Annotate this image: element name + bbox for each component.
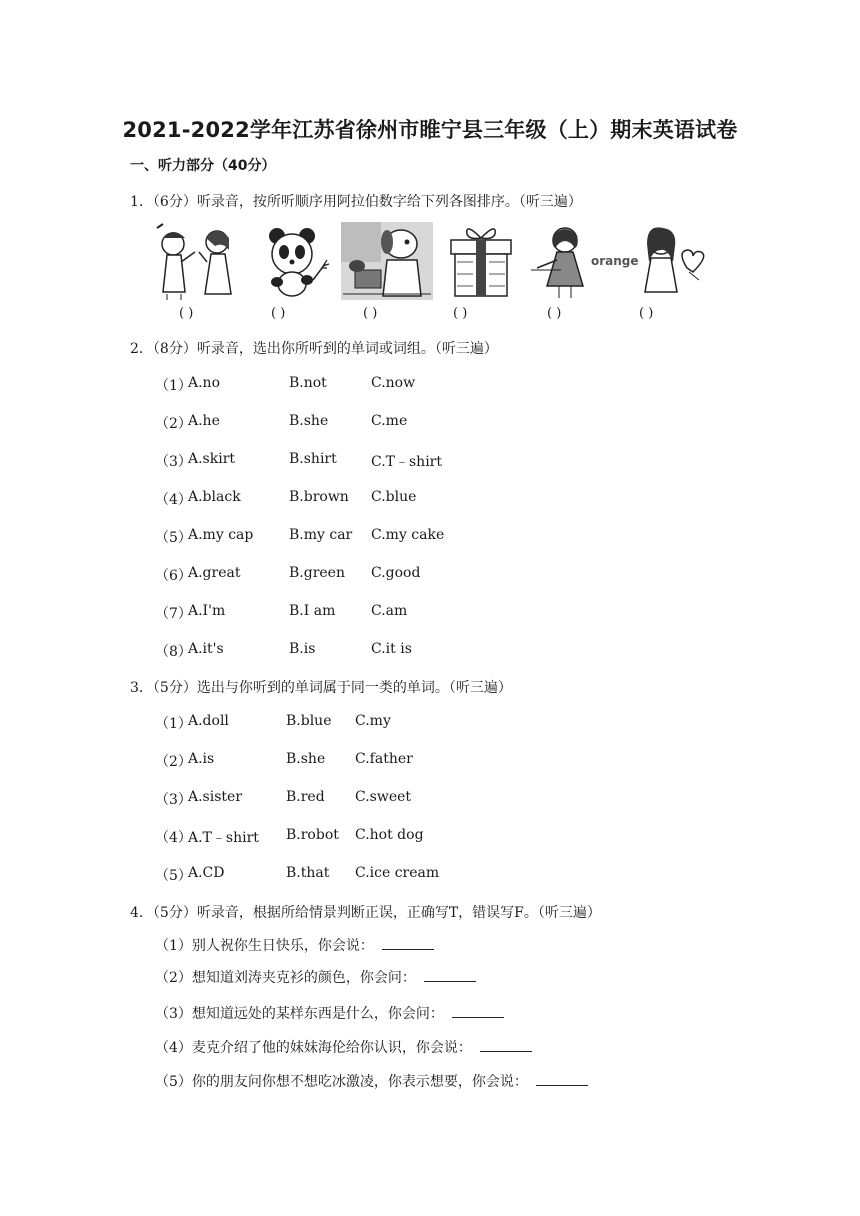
- q2-item-4-option-b: B.brown: [289, 489, 349, 505]
- q2-item-7-option-a: A.I'm: [188, 603, 226, 619]
- q2-item-3-option-a: A.skirt: [188, 451, 236, 467]
- q3-item-3-option-a: A.sister: [188, 789, 243, 805]
- q3-item-4-option-c: C.hot dog: [355, 827, 424, 843]
- q2-item-2-number: （2）: [155, 416, 192, 432]
- q4-item-2-text: （2）想知道刘涛夹克衫的颜色，你会问：: [155, 970, 416, 986]
- q4-item-4: [155, 1037, 532, 1057]
- q2-item-2-option-b: B.she: [289, 413, 329, 429]
- q2-item-1-option-c: C.now: [371, 375, 416, 391]
- q3-item-5-number: （5）: [155, 868, 192, 884]
- question-1-stem: 1．（6分）听录音，按所听顺序用阿拉伯数字给下列各图排序。（听三遍）: [130, 194, 582, 210]
- q3-item-4-number: （4）: [155, 830, 192, 846]
- page-title: 2021-2022学年江苏省徐州市睢宁县三年级（上）期末英语试卷: [122, 118, 738, 142]
- q3-item-2-option-b: B.she: [286, 751, 326, 767]
- girl-with-heart-balloon-icon: [637, 222, 709, 300]
- q2-item-1-option-a: A.no: [188, 375, 221, 391]
- dog-with-gift-icon: [341, 222, 433, 300]
- picture-2-answer-parens: ( ): [271, 306, 286, 321]
- q4-item-1-text: （1）别人祝你生日快乐，你会说：: [155, 938, 374, 954]
- q2-item-5-number: （5）: [155, 530, 192, 546]
- q2-item-5-option-c: C.my cake: [371, 527, 445, 543]
- q4-item-5-text: （5）你的朋友问你想不想吃冰激凌，你表示想要，你会说：: [155, 1074, 528, 1090]
- q4-item-3-answer-blank[interactable]: [452, 1003, 504, 1018]
- two-people-greeting-icon: [155, 222, 245, 300]
- q2-item-2-option-a: A.he: [188, 413, 220, 429]
- q3-item-2-number: （2）: [155, 754, 192, 770]
- q4-item-1-answer-blank[interactable]: [382, 935, 434, 950]
- q4-item-2-answer-blank[interactable]: [424, 967, 476, 982]
- section-heading-listening: 一、听力部分（40分）: [130, 158, 276, 174]
- q3-item-4-option-b: B.robot: [286, 827, 339, 843]
- q2-item-4-number: （4）: [155, 492, 192, 508]
- q4-item-5-answer-blank[interactable]: [536, 1071, 588, 1086]
- q2-item-7-option-b: B.I am: [289, 603, 336, 619]
- q2-item-3-option-b: B.shirt: [289, 451, 337, 467]
- q2-item-1-option-b: B.not: [289, 375, 327, 391]
- q4-item-3: [155, 1003, 504, 1023]
- q4-item-3-text: （3）想知道远处的某样东西是什么，你会问：: [155, 1006, 444, 1022]
- q3-item-4-option-a: A.T﹣shirt: [188, 830, 259, 846]
- q2-item-7-number: （7）: [155, 606, 192, 622]
- q2-item-3-number: （3）: [155, 454, 192, 470]
- q2-item-5-option-b: B.my car: [289, 527, 353, 543]
- q2-item-4-option-a: A.black: [188, 489, 241, 505]
- picture-6-answer-parens: ( ): [639, 306, 654, 321]
- q2-item-2-option-c: C.me: [371, 413, 408, 429]
- orange-label: orange: [591, 254, 639, 268]
- q3-item-3-option-c: C.sweet: [355, 789, 412, 805]
- q4-item-2: [155, 967, 476, 987]
- picture-5-answer-parens: ( ): [547, 306, 562, 321]
- picture-1-answer-parens: ( ): [179, 306, 194, 321]
- picture-3-answer-parens: ( ): [363, 306, 378, 321]
- q3-item-5-option-b: B.that: [286, 865, 330, 881]
- question-3-stem: 3．（5分）选出与你听到的单词属于同一类的单词。（听三遍）: [130, 680, 512, 696]
- gift-box-icon: [443, 222, 519, 300]
- q2-item-5-option-a: A.my cap: [188, 527, 254, 543]
- q2-item-6-option-a: A.great: [188, 565, 241, 581]
- q3-item-1-option-c: C.my: [355, 713, 391, 729]
- q2-item-6-option-c: C.good: [371, 565, 421, 581]
- q2-item-3-option-c: C.T﹣shirt: [371, 454, 442, 470]
- question-2-stem: 2．（8分）听录音，选出你所听到的单词或词组。（听三遍）: [130, 341, 498, 357]
- picture-4-answer-parens: ( ): [453, 306, 468, 321]
- q4-item-4-text: （4）麦克介绍了他的妹妹海伦给你认识，你会说：: [155, 1040, 472, 1056]
- q2-item-8-option-b: B.is: [289, 641, 316, 657]
- panda-icon: [255, 222, 335, 300]
- q3-item-5-option-a: A.CD: [188, 865, 225, 881]
- q2-item-6-option-b: B.green: [289, 565, 345, 581]
- q2-item-6-number: （6）: [155, 568, 192, 584]
- q3-item-1-option-a: A.doll: [188, 713, 229, 729]
- question-1-pictures: [155, 222, 707, 322]
- q3-item-1-option-b: B.blue: [286, 713, 332, 729]
- q4-item-4-answer-blank[interactable]: [480, 1037, 532, 1052]
- q2-item-8-number: （8）: [155, 644, 192, 660]
- q2-item-7-option-c: C.am: [371, 603, 408, 619]
- q2-item-1-number: （1）: [155, 378, 192, 394]
- q4-item-1: [155, 935, 434, 955]
- q3-item-2-option-a: A.is: [188, 751, 215, 767]
- q2-item-8-option-a: A.it's: [188, 641, 224, 657]
- q3-item-5-option-c: C.ice cream: [355, 865, 440, 881]
- q4-item-5: [155, 1071, 588, 1091]
- q3-item-2-option-c: C.father: [355, 751, 413, 767]
- q3-item-3-number: （3）: [155, 792, 192, 808]
- q2-item-4-option-c: C.blue: [371, 489, 417, 505]
- q2-item-8-option-c: C.it is: [371, 641, 412, 657]
- question-4-stem: 4．（5分）听录音，根据所给情景判断正误，正确写T，错误写F。（听三遍）: [130, 905, 601, 921]
- q3-item-3-option-b: B.red: [286, 789, 325, 805]
- q3-item-1-number: （1）: [155, 716, 192, 732]
